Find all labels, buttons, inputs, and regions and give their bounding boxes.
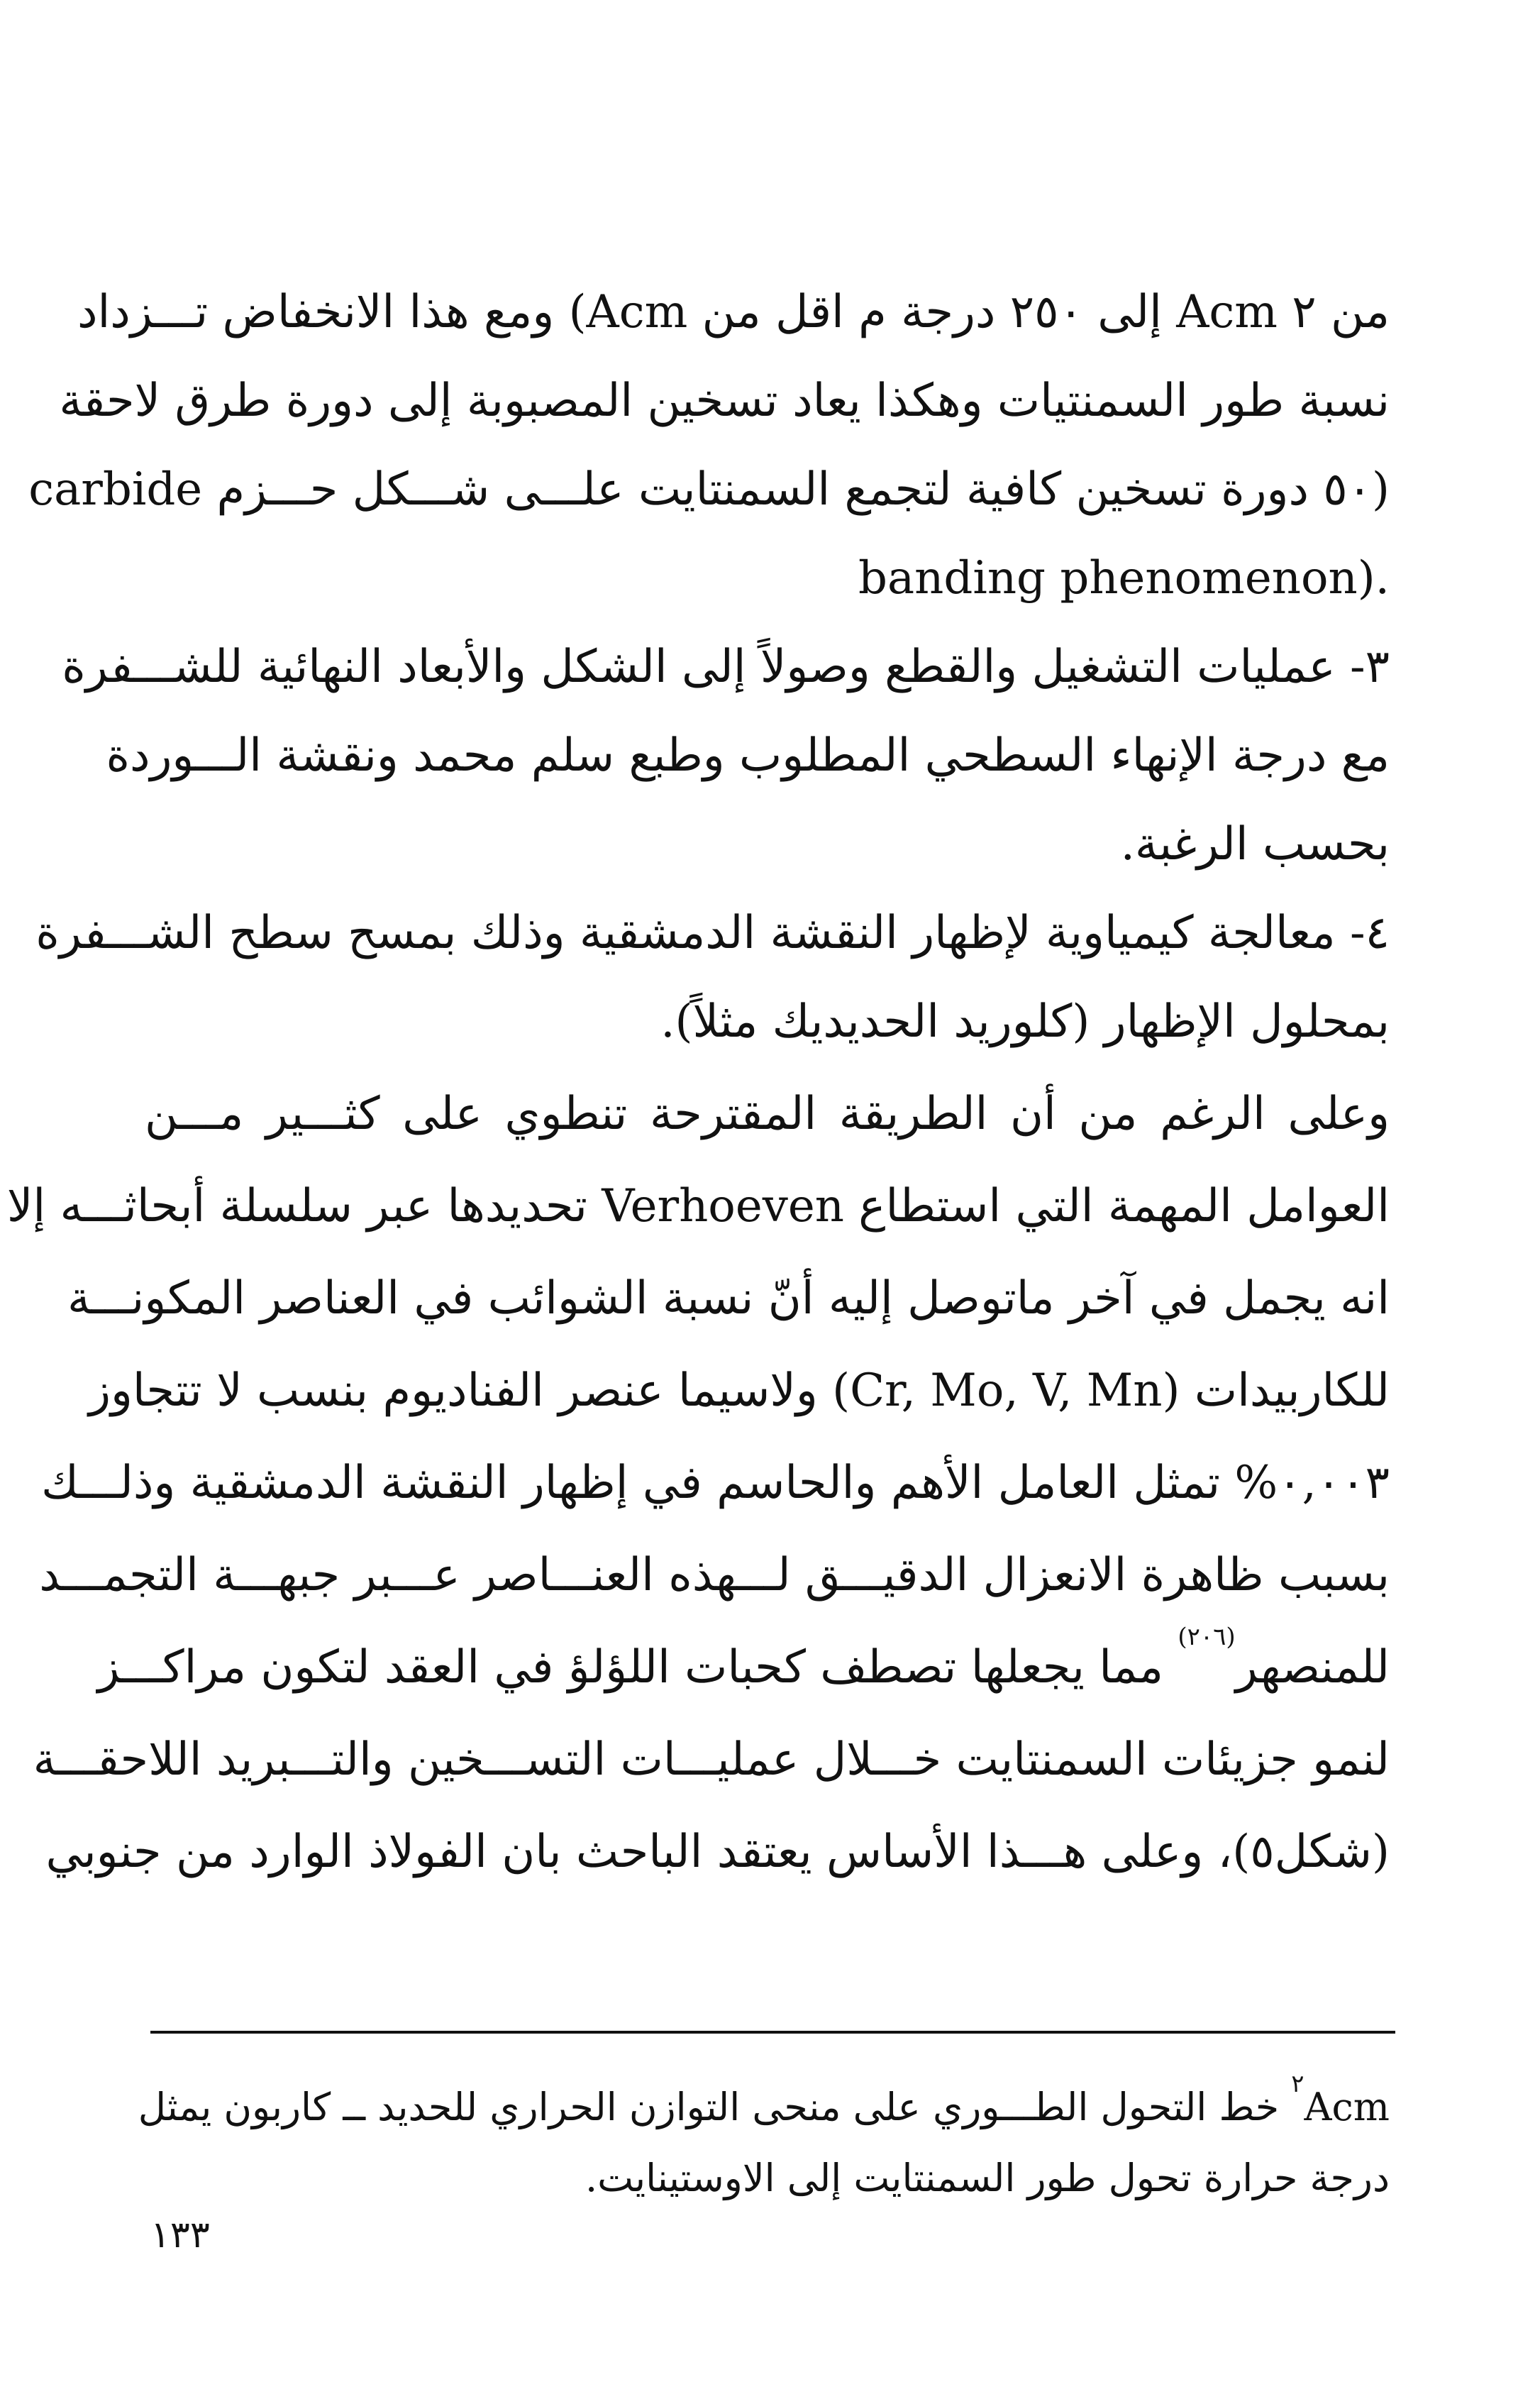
body-line-2: نسبة طور السمنتيات وهكذا يعاد تسخين المصبوبة إلى دورة طرق لاحقة bbox=[59, 375, 1390, 427]
body-line-1: من ٢ Acm إلى ٢٥٠ درجة م اقل من Acm) ومع هذا الانخفاض تـــزداد bbox=[77, 286, 1390, 338]
page-number: ١٣٣ bbox=[150, 2214, 210, 2256]
footnote-text-1: خط التحول الطـــوري على منحى التوازن الحراري للحديد ــ كاربون يمثل bbox=[138, 2085, 1280, 2129]
body-line-8: ٤- معالجة كيمياوية لإظهار النقشة الدمشقية وذلك بمسح سطح الشـــفرة bbox=[35, 907, 1390, 959]
body-line-3: (٥٠ دورة تسخين كافية لتجمع السمنتايت علـــى شـــكل حـــزم carbide bbox=[28, 463, 1390, 516]
body-line-5: ٣- عمليات التشغيل والقطع وصولاً إلى الشكل والأبعاد النهائية للشـــفرة bbox=[62, 641, 1390, 693]
footnote-line-1 bbox=[138, 2070, 1390, 2143]
body-line-18: (شكل٥)، وعلى هـــذا الأساس يعتقد الباحث بان الفولاذ الوارد من جنوبي bbox=[45, 1826, 1390, 1878]
footnote-marker: ٢ bbox=[1291, 2070, 1304, 2098]
body-line-14: ٠,٠٠٣% تمثل العامل الأهم والحاسم في إظهار النقشة الدمشقية وذلـــك bbox=[41, 1457, 1390, 1509]
body-line-16-rest: مما يجعلها تصطف كحبات اللؤلؤ في العقد لتكون مراكـــز bbox=[97, 1641, 1164, 1694]
body-line-12: انه يجمل في آخر ماتوصل إليه أنّ نسبة الشوائب في العناصر المكونـــة bbox=[67, 1272, 1390, 1325]
body-line-4: banding phenomenon). bbox=[858, 552, 1390, 605]
body-line-16 bbox=[97, 1623, 1390, 1710]
body-line-15: بسبب ظاهرة الانعزال الدقيـــق لـــهذه العنـــاصر عـــبر جبهـــة التجمـــد bbox=[39, 1549, 1390, 1601]
body-line-17: لنمو جزيئات السمنتايت خـــلال عمليـــات التســـخين والتـــبريد اللاحقـــة bbox=[33, 1733, 1390, 1786]
footnote-separator bbox=[150, 2031, 1395, 2034]
footnote-line-2: درجة حرارة تحول طور السمنتايت إلى الاوستينايت. bbox=[585, 2156, 1390, 2200]
body-line-16-start: للمنصهر bbox=[1235, 1641, 1390, 1694]
body-line-11: العوامل المهمة التي استطاع Verhoeven تحديدها عبر سلسلة أبحاثـــه إلا bbox=[6, 1180, 1390, 1233]
body-line-10: وعلى الرغم من أن الطريقة المقترحة تنطوي على كثـــير مـــن bbox=[145, 1088, 1390, 1140]
body-line-13: للكاربيدات (Cr, Mo, V, Mn) ولاسيما عنصر الفناديوم بنسب لا تتجاوز bbox=[89, 1364, 1390, 1417]
footnote-term: Acm bbox=[1304, 2085, 1390, 2129]
body-line-9: بمحلول الإظهار (كلوريد الحديديك مثلاً). bbox=[660, 996, 1390, 1048]
body-line-7: بحسب الرغبة. bbox=[1120, 818, 1390, 871]
body-line-6: مع درجة الإنهاء السطحي المطلوب وطبع سلم محمد ونقشة الـــوردة bbox=[106, 729, 1390, 782]
reference-marker: (٢٠٦) bbox=[1178, 1623, 1236, 1651]
